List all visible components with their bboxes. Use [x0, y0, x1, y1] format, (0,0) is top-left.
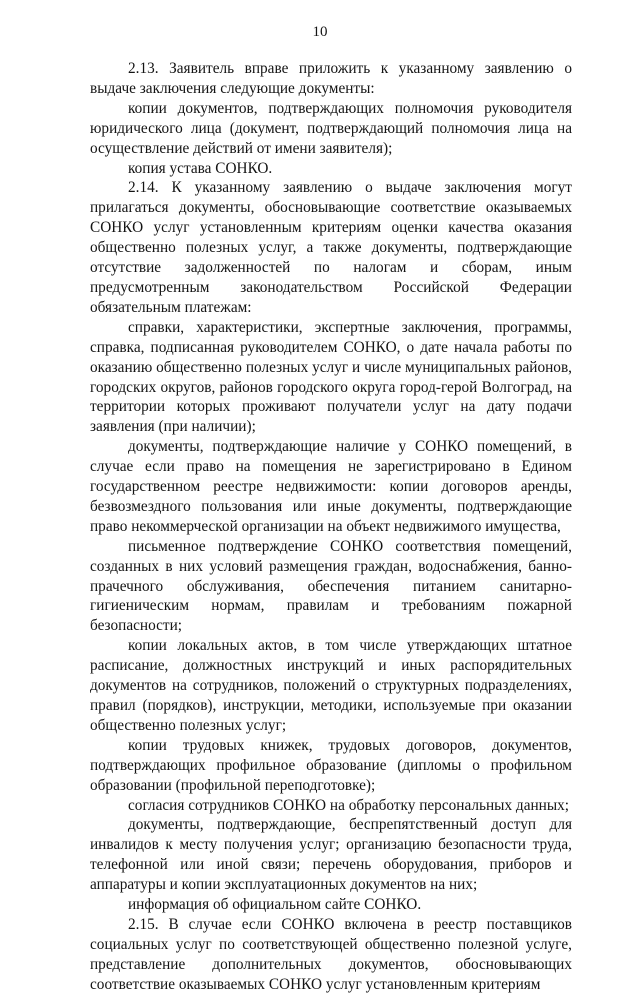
list-item-authority-documents: копии документов, подтверждающих полномочия руководителя юридического лица (документ, подтверждающий полномочия лица на осуществление действий от имени заявителя); [90, 99, 572, 157]
paragraph-2-14: 2.14. К указанному заявлению о выдаче заключения могут прилагаться документы, обосновывающие соответствие оказываемых СОНКО услуг установленным критериям оценки качества оказания общественно полезных услуг, а также документы, подтверждающие отсутствие задолженностей по налогам и сборам, иным предусмотренным законодательством Российской Федерации обязательным платежам: [90, 179, 572, 316]
list-item-certificates: справки, характеристики, экспертные заключения, программы, справка, подписанная руководителем СОНКО, о дате начала работы по оказанию общественно полезных услуг и числе муниципальных районов, городских округов, районов городского округа город-герой Волгоград, на территории которых проживают получатели услуг на дату подачи заявления (при наличии); [90, 318, 572, 436]
list-item-charter-copy: копия устава СОНКО. [128, 159, 273, 177]
paragraph-2-13: 2.13. Заявитель вправе приложить к указанному заявлению о выдаче заключения следующие документы: [90, 60, 572, 97]
list-item-employment-records: копии трудовых книжек, трудовых договоров, документов, подтверждающих профильное образование (дипломы о профильном образовании (профильной переподготовке); [90, 736, 572, 794]
list-item-premises-documents: документы, подтверждающие наличие у СОНКО помещений, в случае если право на помещения не зарегистрировано в Едином государственном реестре недвижимости: копии договоров аренды, безвозмездного пользования или иные документы, подтверждающие право некоммерческой организации на объект недвижимого имущества, [90, 438, 572, 535]
paragraph-2-15: 2.15. В случае если СОНКО включена в реестр поставщиков социальных услуг по соответствующей общественно полезной услуге, представление дополнительных документов, обосновывающих соответствие оказываемых СОНКО услуг установленным критериям [90, 915, 572, 993]
list-item-premises-confirmation: письменное подтверждение СОНКО соответствия помещений, созданных в них условий размещения граждан, водоснабжения, банно-прачечного обслуживания, обеспечения питанием санитарно-гигиеническим нормам, правилам и требованиям пожарной безопасности; [90, 537, 572, 635]
document-body [90, 59, 572, 995]
list-item-personal-data-consent: согласия сотрудников СОНКО на обработку персональных данных; [128, 796, 570, 814]
list-item-accessibility-documents: документы, подтверждающие, беспрепятственный доступ для инвалидов к месту получения услуг; организацию безопасности труда, телефонной или иной связи; перечень оборудования, приборов и аппаратуры и копии эксплуатационных документов на них; [90, 816, 572, 894]
list-item-local-acts: копии локальных актов, в том числе утверждающих штатное расписание, должностных инструкций и иных распорядительных документов на сотрудников, положений о структурных подразделениях, правил (порядков), инструкции, методики, используемые при оказании общественно полезных услуг; [90, 637, 572, 734]
list-item-website-info: информация об официальном сайте СОНКО. [128, 896, 422, 914]
page-number: 10 [312, 24, 328, 40]
